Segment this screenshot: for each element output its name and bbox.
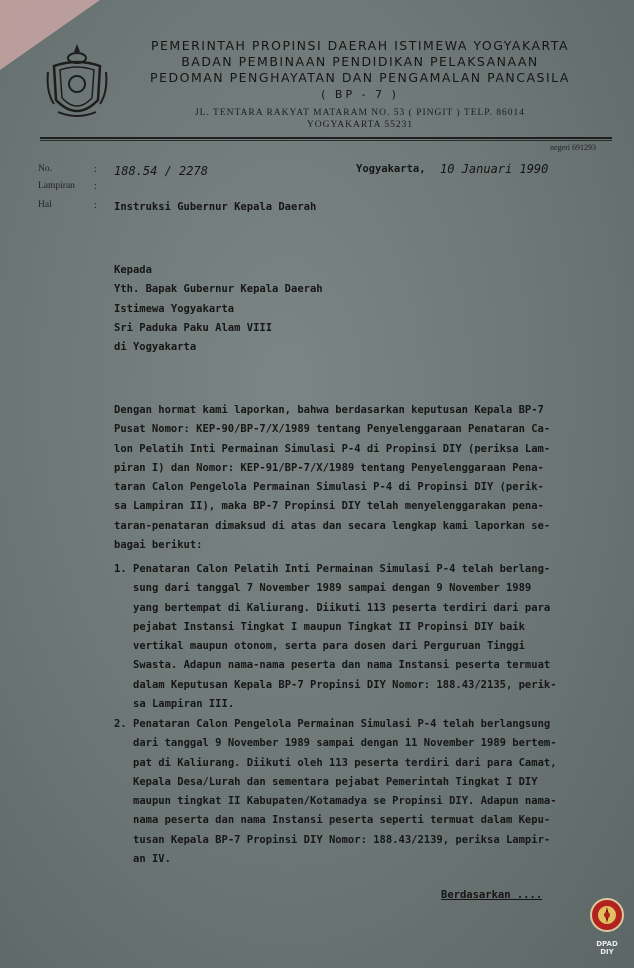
paragraph-line: an IV. — [133, 853, 171, 866]
letterhead-agency-sub: PEDOMAN PENGHAYATAN DAN PENGAMALAN PANCASILA — [150, 70, 570, 85]
paragraph-line: Swasta. Adapun nama-nama peserta dan nama Instansi peserta termuat — [133, 659, 551, 672]
paragraph-line: taran-penataran dimaksud di atas dan secara lengkap kami laporkan se- — [114, 519, 551, 532]
archive-serial: negeri 691293 — [550, 143, 596, 152]
dpad-archive-logo — [588, 896, 626, 956]
letterhead-government: PEMERINTAH PROPINSI DAERAH ISTIMEWA YOGYAKARTA — [150, 38, 570, 53]
letterhead-city: YOGYAKARTA 55231 — [306, 120, 414, 130]
recipient-block — [114, 261, 323, 357]
item-number: 2. — [114, 718, 127, 730]
letterhead-address: JL. TENTARA RAKYAT MATARAM NO. 53 ( PINGIT ) TELP. 86014 — [194, 108, 526, 118]
subject: Instruksi Gubernur Kepala Daerah — [114, 201, 317, 213]
paragraph-line: sa Lampiran II), maka BP-7 Propinsi DIY telah menyelenggarakan pena- — [114, 500, 544, 513]
paragraph-line: Pusat Nomor: KEP-90/BP-7/X/1989 tentang Penyelenggaraan Penataran Ca- — [114, 423, 551, 436]
letterhead-abbreviation: ( BP - 7 ) — [321, 88, 399, 101]
paragraph-line: sa Lampiran III. — [133, 698, 235, 711]
continuation-word: Berdasarkan .... — [441, 889, 543, 901]
paragraph-line: taran Calon Pengelola Permainan Simulasi P-4 di Propinsi DIY (perik- — [114, 481, 544, 494]
paragraph-line: sung dari tanggal 7 November 1989 sampai dengan 9 November 1989 — [133, 582, 532, 595]
letterhead-agency: BADAN PEMBINAAN PENDIDIKAN PELAKSANAAN — [181, 54, 539, 69]
dpad-logo-subtext: DIY — [600, 948, 614, 956]
paragraph-line: Penataran Calon Pelatih Inti Permainan Simulasi P-4 telah berlang- — [133, 563, 551, 575]
lampiran-colon: : — [94, 181, 97, 192]
recipient-line: Sri Paduka Paku Alam VIII — [114, 321, 273, 334]
paragraph-line: pejabat Instansi Tingkat I maupun Tingkat II Propinsi DIY baik — [133, 620, 525, 633]
paragraph-line: lon Pelatih Inti Permainan Simulasi P-4 di Propinsi DIY (periksa Lam- — [114, 442, 551, 455]
letterhead-rule-thin — [40, 140, 612, 141]
letter-date: 10 Januari 1990 — [440, 162, 549, 176]
paragraph-line: pat di Kaliurang. Diikuti oleh 113 peserta terdiri dari para Camat, — [133, 756, 557, 769]
letterhead-rule-thick — [40, 137, 612, 139]
paragraph-line: Dengan hormat kami laporkan, bahwa berdasarkan keputusan Kepala BP-7 — [114, 404, 544, 416]
paragraph-line: tusan Kepala BP-7 Propinsi DIY Nomor: 188.43/2139, periksa Lampir- — [133, 833, 551, 846]
hal-label: Hal — [38, 200, 52, 210]
paragraph-line: yang bertempat di Kaliurang. Diikuti 113 peserta terdiri dari para — [133, 601, 551, 614]
no-label: No. — [38, 164, 52, 174]
letter-number: 188.54 / 2278 — [114, 164, 208, 178]
item-2-paragraph — [133, 715, 557, 869]
coat-of-arms-emblem-icon — [44, 42, 110, 124]
recipient-line: Yth. Bapak Gubernur Kepala Daerah — [114, 283, 323, 296]
paragraph-line: vertikal maupun otonom, serta para dosen dari Perguruan Tinggi — [133, 640, 525, 653]
dpad-logo-text: DPAD — [596, 940, 618, 948]
item-number: 1. — [114, 563, 127, 575]
paragraph-line: nama peserta dan nama Instansi peserta seperti termuat dalam Kepu- — [133, 814, 551, 827]
paragraph-line: maupun tingkat II Kabupaten/Kotamadya se Propinsi DIY. Adapun nama- — [133, 795, 557, 808]
paragraph-line: Penataran Calon Pengelola Permainan Simulasi P-4 telah berlangsung — [133, 718, 551, 730]
item-1-paragraph — [133, 560, 557, 714]
no-colon: : — [94, 164, 97, 175]
recipient-line: Kepada — [114, 264, 152, 276]
paragraph-line: piran I) dan Nomor: KEP-91/BP-7/X/1989 tentang Penyelenggaraan Pena- — [114, 461, 544, 474]
lampiran-label: Lampiran — [38, 181, 75, 191]
hal-colon: : — [94, 200, 97, 211]
paragraph-line: bagai berikut: — [114, 539, 203, 552]
dpad-emblem-icon — [588, 896, 626, 936]
intro-paragraph — [114, 401, 550, 555]
paragraph-line: dari tanggal 9 November 1989 sampai dengan 11 November 1989 bertem- — [133, 737, 557, 750]
recipient-line: di Yogyakarta — [114, 341, 197, 354]
recipient-line: Istimewa Yogyakarta — [114, 302, 235, 315]
paragraph-line: dalam Keputusan Kepala BP-7 Propinsi DIY Nomor: 188.43/2135, perik- — [133, 678, 557, 691]
paragraph-line: Kepala Desa/Lurah dan sementara pejabat Pemerintah Tingkat I DIY — [133, 775, 538, 788]
letter-place: Yogyakarta, — [356, 163, 426, 175]
